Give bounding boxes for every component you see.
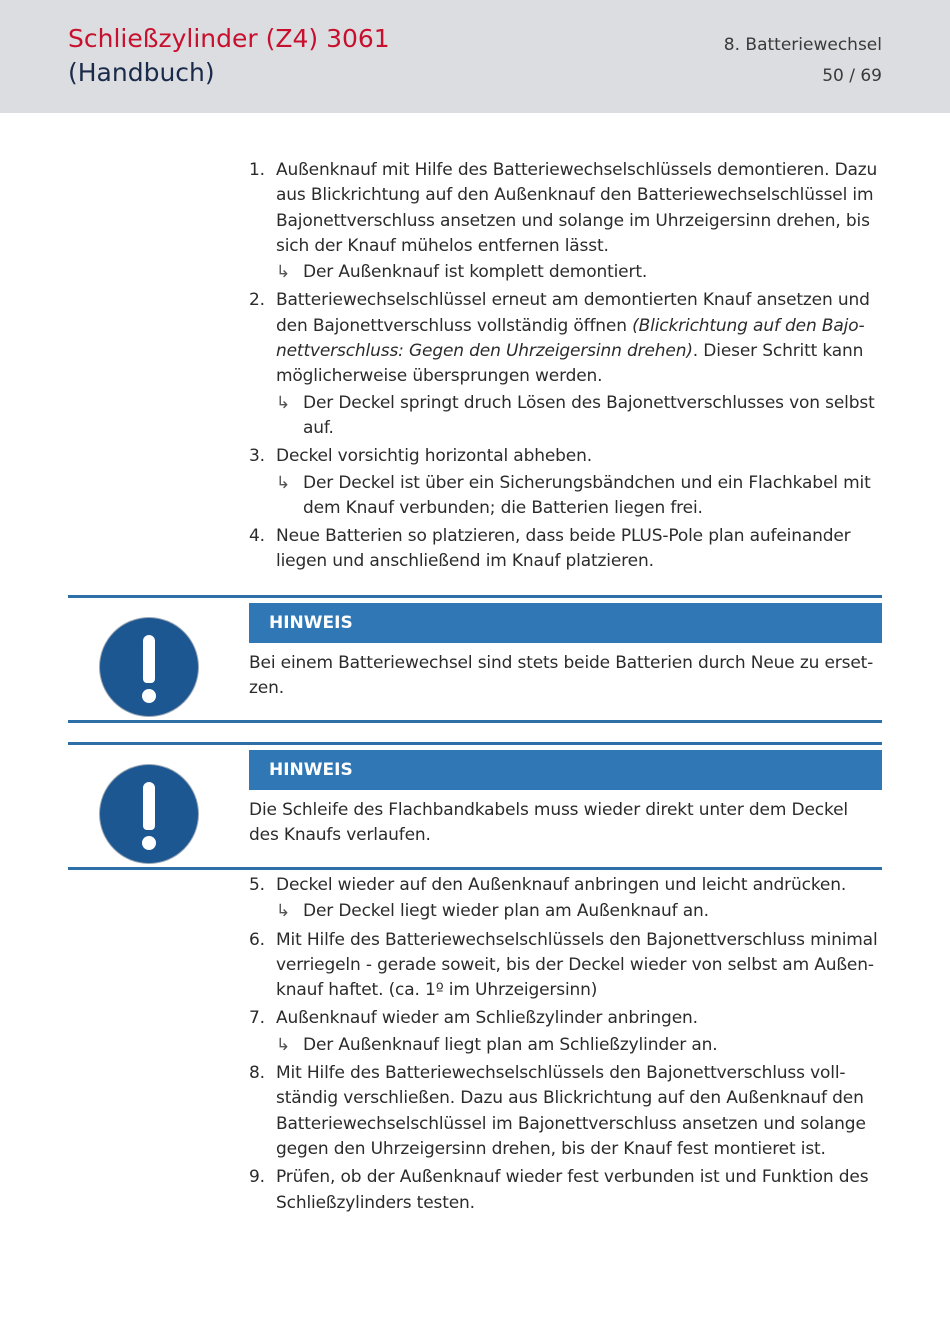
result-text: Der Deckel liegt wieder plan am Außenknauf an. (303, 901, 709, 922)
notice-label: HINWEIS (249, 750, 882, 790)
step-text: Deckel vorsichtig horizontal abheben. (276, 446, 592, 467)
result-text: Der Deckel springt druch Lösen des Bajonettverschlusses von selbst auf. (303, 392, 875, 438)
step-text-part: Batteriewechselschlüssel erneut am demontierten Knauf ansetzen und den Bajonettverschluss vollständig öffnen (276, 290, 870, 336)
section-title: 8. Batteriewechsel (723, 35, 882, 55)
result-arrow-icon: ↳ (276, 901, 291, 922)
result-arrow-icon: ↳ (276, 392, 291, 413)
list-item (249, 288, 889, 441)
step-text: Mit Hilfe des Batteriewechselschlüssels den Bajonettverschluss minimal verriegeln - gerade soweit, bis der Deckel wieder von selbst am Außenknauf haftet. (ca. 1º im Uhrzeigersinn) (276, 929, 878, 1001)
result-text: Der Außenknauf liegt plan am Schließzylinder an. (303, 1034, 718, 1055)
step-number: 1. (249, 160, 265, 180)
steps-list-a (249, 158, 889, 578)
notice-text: Bei einem Batteriewechsel sind stets beide Batterien durch Neue zu ersetzen. (249, 653, 874, 699)
list-item (249, 873, 889, 925)
step-text: Deckel wieder auf den Außenknauf anbringen und leicht andrücken. (276, 875, 847, 895)
list-item (249, 524, 889, 575)
step-number: 2. (249, 290, 265, 311)
notice-text: Die Schleife des Flachbandkabels muss wieder direkt unter dem Deckel des Knaufs verlaufen. (249, 800, 848, 846)
page-number: 50 / 69 (822, 66, 882, 86)
step-number: 3. (249, 446, 265, 467)
step-number: 7. (249, 1008, 265, 1029)
step-text-part: . Dieser Schritt kann möglicherweise übersprungen werden. (276, 341, 864, 387)
step-number: 9. (249, 1167, 265, 1188)
step-number: 6. (249, 929, 265, 950)
exclamation-circle-icon (100, 765, 198, 863)
notice-box (68, 595, 882, 723)
document-title (68, 22, 390, 90)
list-item (249, 1061, 889, 1162)
list-item (249, 444, 889, 521)
title-line-2: (Handbuch) (68, 58, 215, 87)
result-arrow-icon: ↳ (276, 472, 291, 493)
list-item (249, 928, 889, 1004)
result-text: Der Deckel ist über ein Sicherungsbändchen und ein Flachkabel mit dem Knauf verbunden; die Batterien liegen frei. (303, 472, 871, 518)
step-text (276, 288, 889, 389)
list-item (249, 1165, 889, 1216)
section-info (724, 30, 882, 92)
step-number: 8. (249, 1063, 265, 1084)
step-text-italic: (Blickrichtung auf den Bajonettverschluss: Gegen den Uhrzeigersinn drehen) (276, 315, 865, 362)
result-arrow-icon: ↳ (276, 262, 291, 283)
result-text: Der Außenknauf ist komplett demontiert. (303, 262, 648, 283)
page-header (0, 0, 950, 113)
step-result (276, 260, 889, 285)
step-number: 5. (249, 875, 265, 895)
step-number: 4. (249, 526, 265, 547)
step-text: Mit Hilfe des Batteriewechselschlüssels den Bajonettverschluss vollständig verschließen. Dazu aus Blickrichtung auf den Außenknauf den Batteriewechselschlüssel im Bajonettverschluss ansetzen und solange gegen den Uhrzeigersinn drehen, bis der Knauf fest montieret ist. (276, 1063, 866, 1159)
step-result (276, 391, 889, 442)
step-result (276, 1033, 889, 1058)
step-text: Außenknauf mit Hilfe des Batteriewechselschlüssels demontieren. Dazu aus Blickrichtung auf den Außenknauf den Batteriewechselschlüssel im Bajonettverschluss ansetzen und solange im Uhrzeigersinn drehen, bis sich der Knauf mühelos entfernen lässt. (276, 160, 878, 256)
step-result (276, 471, 889, 522)
step-result (276, 899, 889, 924)
notice-label: HINWEIS (249, 603, 882, 643)
step-text: Prüfen, ob der Außenknauf wieder fest verbunden ist und Funktion des Schließzylinders testen. (276, 1167, 869, 1213)
steps-list-b (249, 873, 889, 1219)
list-item (249, 158, 889, 285)
list-item (249, 1006, 889, 1058)
title-line-1: Schließzylinder (Z4) 3061 (68, 24, 390, 53)
notice-box (68, 742, 882, 870)
step-text: Neue Batterien so platzieren, dass beide PLUS-Pole plan aufeinander liegen und anschließend im Knauf platzieren. (276, 526, 851, 572)
exclamation-circle-icon (100, 618, 198, 716)
result-arrow-icon: ↳ (276, 1034, 291, 1055)
step-text: Außenknauf wieder am Schließzylinder anbringen. (276, 1008, 698, 1029)
